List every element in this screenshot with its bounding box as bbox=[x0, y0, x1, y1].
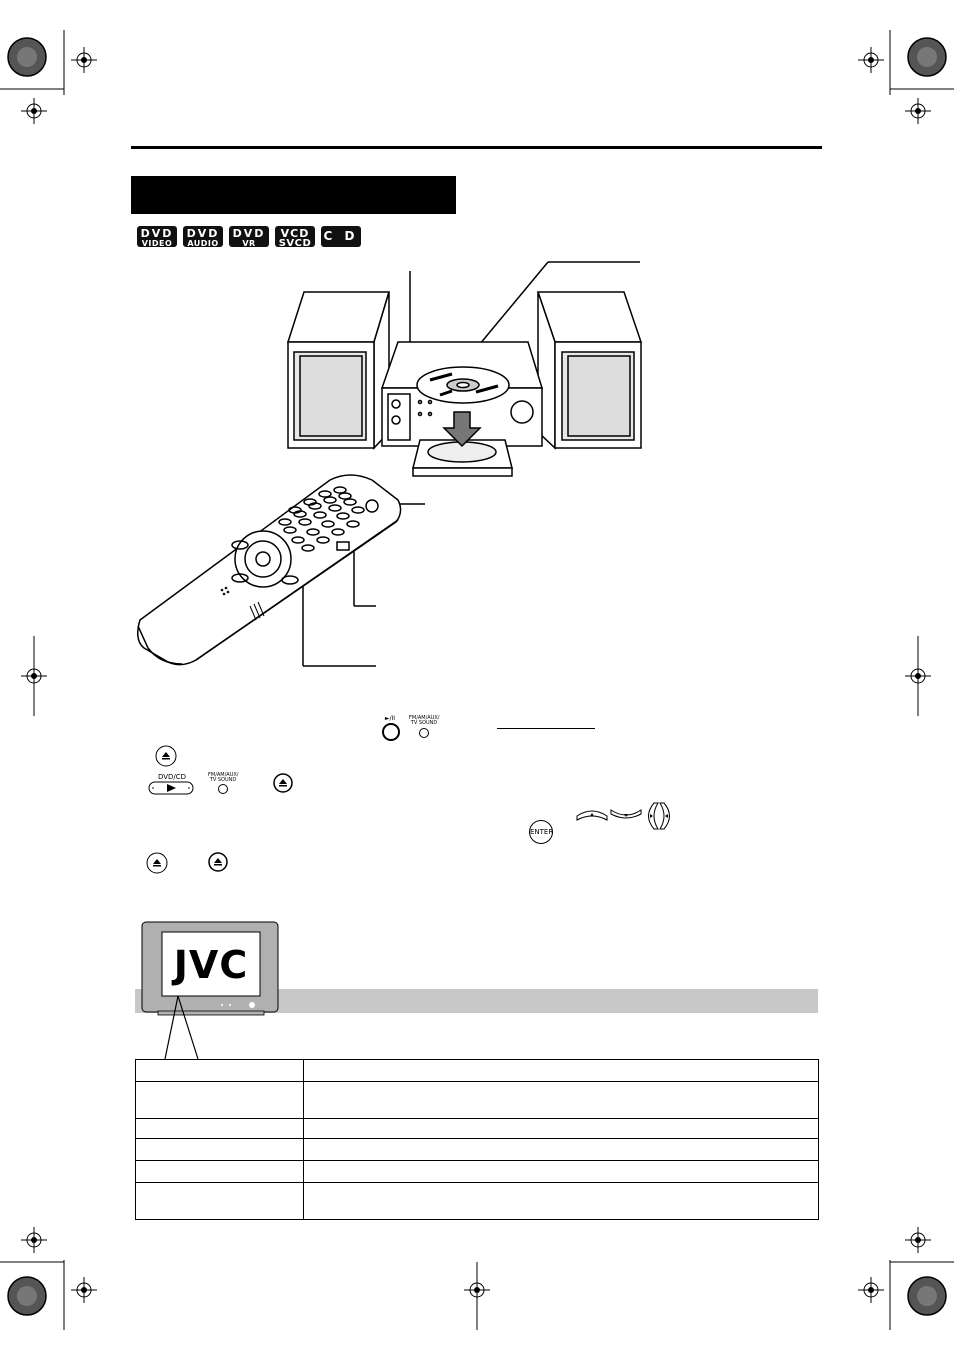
header-rule bbox=[131, 146, 822, 149]
tv-logo: JVC bbox=[173, 943, 249, 987]
tv-illustration bbox=[140, 920, 285, 1060]
badge-line2: VIDEO bbox=[141, 239, 173, 248]
section-title-bar bbox=[131, 176, 456, 214]
table-row bbox=[136, 1082, 819, 1119]
eject-icon bbox=[146, 852, 168, 874]
enter-label: ENTER bbox=[530, 828, 554, 836]
eject-icon bbox=[273, 773, 293, 793]
badge-dvd-vr bbox=[229, 226, 269, 247]
badge-vcd-svcd bbox=[275, 226, 315, 247]
remote-control-illustration bbox=[130, 470, 430, 670]
eject-icon bbox=[208, 852, 228, 872]
fm-am-aux-button-icon bbox=[419, 728, 429, 738]
fm-am-aux-label: FM/AM/AUX/ TV SOUND bbox=[409, 715, 440, 726]
play-pause-button-icon bbox=[382, 723, 400, 741]
system-illustration bbox=[270, 250, 670, 480]
badge-line2: AUDIO bbox=[187, 239, 219, 248]
table-row bbox=[136, 1119, 819, 1139]
underline-rule bbox=[497, 728, 595, 729]
dvd-cd-play-button-icon bbox=[148, 781, 194, 795]
arrow-down-icon bbox=[610, 808, 642, 822]
badge-line1: DVD bbox=[232, 227, 266, 240]
badge-line1: C D bbox=[323, 229, 359, 243]
badge-line1: VCD bbox=[280, 227, 310, 240]
badge-line1: DVD bbox=[186, 227, 220, 240]
dvd-cd-label: DVD/CD bbox=[157, 773, 187, 781]
enter-button-icon bbox=[529, 820, 553, 844]
table-row bbox=[136, 1139, 819, 1161]
badge-dvd-video bbox=[137, 226, 177, 247]
badge-line1: DVD bbox=[140, 227, 174, 240]
arrow-right-icon bbox=[659, 802, 673, 830]
tv-sound-button-icon bbox=[218, 784, 228, 794]
arrow-up-icon bbox=[576, 808, 608, 822]
play-pause-label: ►/II bbox=[384, 715, 396, 722]
arrow-left-icon bbox=[645, 802, 659, 830]
tv-sound-label: FM/AM/AUX/ TV SOUND bbox=[208, 772, 239, 783]
table-row bbox=[136, 1161, 819, 1183]
eject-icon bbox=[155, 745, 177, 767]
table-row bbox=[136, 1183, 819, 1220]
badge-line2: SVCD bbox=[278, 238, 312, 249]
badge-dvd-audio bbox=[183, 226, 223, 247]
badge-line2: VR bbox=[242, 239, 256, 248]
badge-cd bbox=[321, 226, 361, 247]
info-table bbox=[135, 1059, 819, 1220]
table-row bbox=[136, 1060, 819, 1082]
